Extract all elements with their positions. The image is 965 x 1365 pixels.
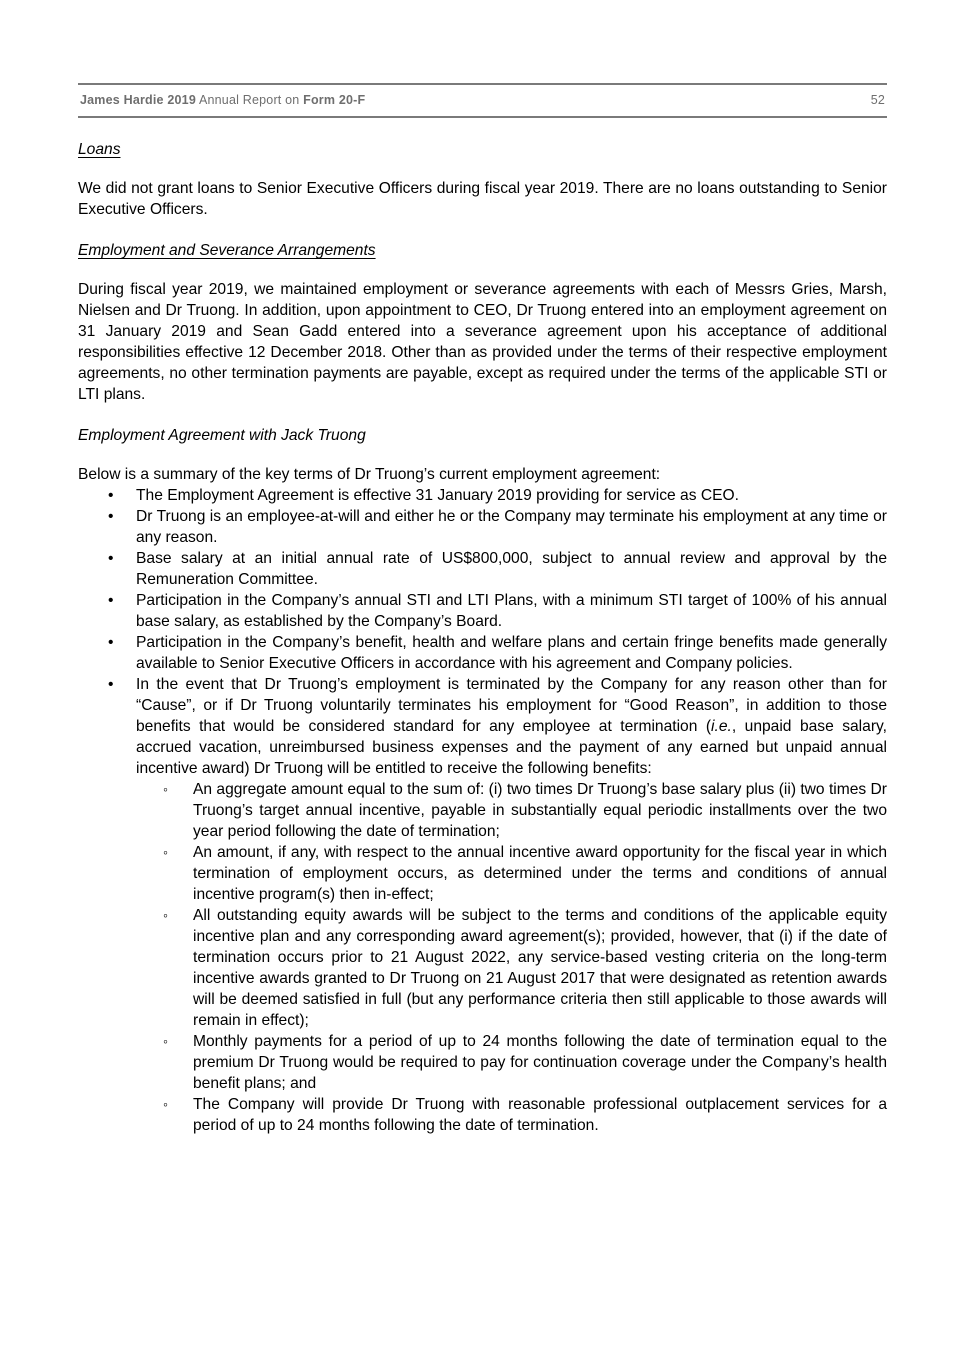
list-item-text: In the event that Dr Truong’s employment is terminated by the Company for any reason other than for “Cause”, or if Dr Truong voluntarily terminates his employment for “Good Reason”, in addition to those benefits that would be considered standard for any employee at termination (i.e., unpaid base salary, accrued vacation, unreimbursed business expenses and the payment of any earned but unpaid annual incentive award) Dr Truong will be entitled to receive the following benefits: <box>136 676 887 777</box>
sub-list-item <box>136 842 887 905</box>
sub-list-item-text: All outstanding equity awards will be subject to the terms and conditions of the applicable equity incentive plan and any corresponding award agreement(s); provided, however, that (i) if the date of termination occurs prior to 21 August 2022, any service-based vesting criteria on the long-term incentive awards granted to Dr Truong on 21 August 2017 that were designated as retention awards will be deemed satisfied in full (but any performance criteria then still applicable to those awards will remain in effect); <box>193 907 887 1029</box>
section-heading-employment-severance: Employment and Severance Arrangements <box>78 242 376 259</box>
paragraph-loans: We did not grant loans to Senior Executive Officers during fiscal year 2019. There are no loans outstanding to Senior Executive Officers. <box>78 180 887 218</box>
sub-bullet-icon: ◦ <box>163 844 168 860</box>
bullet-icon: • <box>108 634 114 651</box>
sub-list-item-text: An aggregate amount equal to the sum of: (i) two times Dr Truong’s base salary plus (ii) two times Dr Truong’s target annual incentive, payable in substantially equal periodic installments over the two year period following the date of termination; <box>193 781 887 840</box>
list-item <box>78 674 887 1136</box>
section-heading-loans: Loans <box>78 141 121 158</box>
header-rule-bottom <box>78 116 887 118</box>
sub-list-item <box>136 905 887 1031</box>
list-item <box>78 590 887 632</box>
header-title <box>80 93 365 107</box>
document-body <box>78 139 887 1136</box>
sub-bullet-icon: ◦ <box>163 907 168 923</box>
sub-bullet-icon: ◦ <box>163 1096 168 1112</box>
sub-list-item <box>136 1094 887 1136</box>
header-title-brand: James Hardie 2019 <box>80 93 196 107</box>
page-header <box>78 83 887 118</box>
list-item <box>78 506 887 548</box>
list-item-text: Base salary at an initial annual rate of US$800,000, subject to annual review and approval by the Remuneration Committee. <box>136 550 887 588</box>
termination-benefits-sublist <box>136 779 887 1136</box>
sub-bullet-icon: ◦ <box>163 1033 168 1049</box>
header-title-middle: Annual Report on <box>195 93 304 107</box>
italic-abbreviation: i.e. <box>711 718 732 735</box>
bullet-icon: • <box>108 508 114 525</box>
list-item-text: The Employment Agreement is effective 31 January 2019 providing for service as CEO. <box>136 487 739 504</box>
bullet-icon: • <box>108 592 114 609</box>
sub-list-item <box>136 779 887 842</box>
list-item-text: Dr Truong is an employee-at-will and either he or the Company may terminate his employment at any time or any reason. <box>136 508 887 546</box>
list-item <box>78 548 887 590</box>
sub-list-item-text: The Company will provide Dr Truong with reasonable professional outplacement services for a period of up to 24 months following the date of termination. <box>193 1096 887 1134</box>
sub-list-item <box>136 1031 887 1094</box>
header-title-form: Form 20-F <box>303 93 366 107</box>
key-terms-list <box>78 485 887 1136</box>
paragraph-agreement-intro: Below is a summary of the key terms of Dr Truong’s current employment agreement: <box>78 466 661 483</box>
bullet-icon: • <box>108 487 114 504</box>
list-item <box>78 485 887 506</box>
list-item-text: Participation in the Company’s annual STI and LTI Plans, with a minimum STI target of 100% of his annual base salary, as established by the Company’s Board. <box>136 592 887 630</box>
paragraph-employment-severance: During fiscal year 2019, we maintained employment or severance agreements with each of Messrs Gries, Marsh, Nielsen and Dr Truong. In addition, upon appointment to CEO, Dr Truong entered into an employment agreement on 31 January 2019 and Sean Gadd entered into a severance agreement upon his acceptance of additional responsibilities effective 12 December 2018. Other than as provided under the terms of their respective employment agreements, no other termination payments are payable, except as required under the terms of the applicable STI or LTI plans. <box>78 281 887 403</box>
bullet-icon: • <box>108 550 114 567</box>
list-item-text: Participation in the Company’s benefit, health and welfare plans and certain fringe benefits made generally available to Senior Executive Officers in accordance with his agreement and Company policies. <box>136 634 887 672</box>
page-number: 52 <box>870 93 885 107</box>
list-item <box>78 632 887 674</box>
bullet-icon: • <box>108 676 114 693</box>
sub-list-item-text: An amount, if any, with respect to the annual incentive award opportunity for the fiscal year in which termination of employment occurs, as determined under the terms and conditions of annual incentive program(s) then in-effect; <box>193 844 887 903</box>
sub-list-item-text: Monthly payments for a period of up to 24 months following the date of termination equal to the premium Dr Truong would be required to pay for continuation coverage under the Company’s health benefit plans; and <box>193 1033 887 1092</box>
section-heading-employment-agreement: Employment Agreement with Jack Truong <box>78 427 366 444</box>
sub-bullet-icon: ◦ <box>163 781 168 797</box>
